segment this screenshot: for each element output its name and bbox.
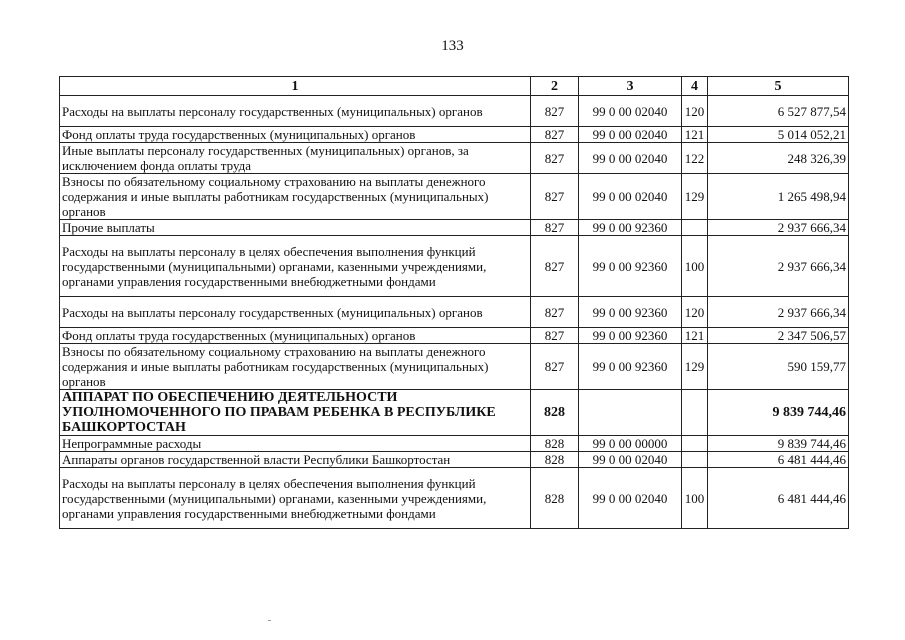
row-name: Взносы по обязательному социальному страхованию на выплаты денежного содержания и иные выплаты работникам государственных (муниципальных) органов [60, 344, 531, 390]
row-name: Взносы по обязательному социальному страхованию на выплаты денежного содержания и иные выплаты работникам государственных (муниципальных) органов [60, 174, 531, 220]
row-code: 827 [531, 297, 579, 328]
row-article: 99 0 00 92360 [579, 297, 682, 328]
row-name: Фонд оплаты труда государственных (муниципальных) органов [60, 328, 531, 344]
row-code: 828 [531, 452, 579, 468]
row-amount: 5 014 052,21 [708, 127, 849, 143]
row-type: 122 [682, 143, 708, 174]
row-name: Расходы на выплаты персоналу государственных (муниципальных) органов [60, 297, 531, 328]
row-article: 99 0 00 02040 [579, 127, 682, 143]
row-code: 827 [531, 328, 579, 344]
header-col-3: 3 [579, 77, 682, 96]
table-row [60, 220, 849, 236]
row-article: 99 0 00 92360 [579, 344, 682, 390]
header-col-1: 1 [60, 77, 531, 96]
row-article: 99 0 00 92360 [579, 328, 682, 344]
row-code: 827 [531, 127, 579, 143]
row-name: Расходы на выплаты персоналу в целях обеспечения выполнения функций государственными (муниципальными) органами, казенными учреждениями, органами управления государственными внебюджетными фондами [60, 236, 531, 297]
row-name: Прочие выплаты [60, 220, 531, 236]
table-row [60, 344, 849, 390]
row-article: 99 0 00 02040 [579, 143, 682, 174]
row-code: 828 [531, 468, 579, 529]
row-code: 828 [531, 436, 579, 452]
row-amount: 248 326,39 [708, 143, 849, 174]
row-code: 827 [531, 143, 579, 174]
row-type [682, 390, 708, 436]
row-name: Расходы на выплаты персоналу государственных (муниципальных) органов [60, 96, 531, 127]
row-name: АППАРАТ ПО ОБЕСПЕЧЕНИЮ ДЕЯТЕЛЬНОСТИ УПОЛНОМОЧЕННОГО ПО ПРАВАМ РЕБЕНКА В РЕСПУБЛИКЕ БАШКОРТОСТАН [60, 390, 531, 436]
table-row-section [60, 390, 849, 436]
header-col-2: 2 [531, 77, 579, 96]
row-type: 120 [682, 297, 708, 328]
table-row [60, 174, 849, 220]
row-code: 827 [531, 96, 579, 127]
row-name: Аппараты органов государственной власти Республики Башкортостан [60, 452, 531, 468]
scan-speck [268, 620, 271, 621]
row-type [682, 452, 708, 468]
row-code: 827 [531, 220, 579, 236]
row-article [579, 390, 682, 436]
row-amount: 9 839 744,46 [708, 436, 849, 452]
row-amount: 6 527 877,54 [708, 96, 849, 127]
row-amount: 9 839 744,46 [708, 390, 849, 436]
row-amount: 2 937 666,34 [708, 220, 849, 236]
row-type: 100 [682, 468, 708, 529]
row-article: 99 0 00 92360 [579, 236, 682, 297]
row-type: 121 [682, 328, 708, 344]
row-type: 129 [682, 344, 708, 390]
table-row [60, 297, 849, 328]
row-name: Фонд оплаты труда государственных (муниципальных) органов [60, 127, 531, 143]
table-row [60, 436, 849, 452]
row-code: 827 [531, 344, 579, 390]
header-row [60, 77, 849, 96]
row-article: 99 0 00 00000 [579, 436, 682, 452]
budget-table [59, 76, 849, 529]
table-row [60, 96, 849, 127]
row-name: Непрограммные расходы [60, 436, 531, 452]
row-amount: 2 347 506,57 [708, 328, 849, 344]
row-article: 99 0 00 02040 [579, 452, 682, 468]
row-type: 121 [682, 127, 708, 143]
row-type: 120 [682, 96, 708, 127]
row-name: Иные выплаты персоналу государственных (муниципальных) органов, за исключением фонда оплаты труда [60, 143, 531, 174]
header-col-5: 5 [708, 77, 849, 96]
row-amount: 2 937 666,34 [708, 297, 849, 328]
row-type [682, 220, 708, 236]
page-number: 133 [441, 38, 464, 54]
table-row [60, 468, 849, 529]
row-amount: 2 937 666,34 [708, 236, 849, 297]
row-amount: 6 481 444,46 [708, 452, 849, 468]
row-amount: 1 265 498,94 [708, 174, 849, 220]
row-type: 100 [682, 236, 708, 297]
row-article: 99 0 00 92360 [579, 220, 682, 236]
table-row [60, 236, 849, 297]
table-row [60, 452, 849, 468]
row-type [682, 436, 708, 452]
header-col-4: 4 [682, 77, 708, 96]
row-article: 99 0 00 02040 [579, 96, 682, 127]
table-row [60, 143, 849, 174]
row-type: 129 [682, 174, 708, 220]
row-amount: 590 159,77 [708, 344, 849, 390]
table-row [60, 127, 849, 143]
row-article: 99 0 00 02040 [579, 174, 682, 220]
row-name: Расходы на выплаты персоналу в целях обеспечения выполнения функций государственными (муниципальными) органами, казенными учреждениями, органами управления государственными внебюджетными фондами [60, 468, 531, 529]
row-code: 828 [531, 390, 579, 436]
row-code: 827 [531, 174, 579, 220]
table-row [60, 328, 849, 344]
row-article: 99 0 00 02040 [579, 468, 682, 529]
row-code: 827 [531, 236, 579, 297]
row-amount: 6 481 444,46 [708, 468, 849, 529]
